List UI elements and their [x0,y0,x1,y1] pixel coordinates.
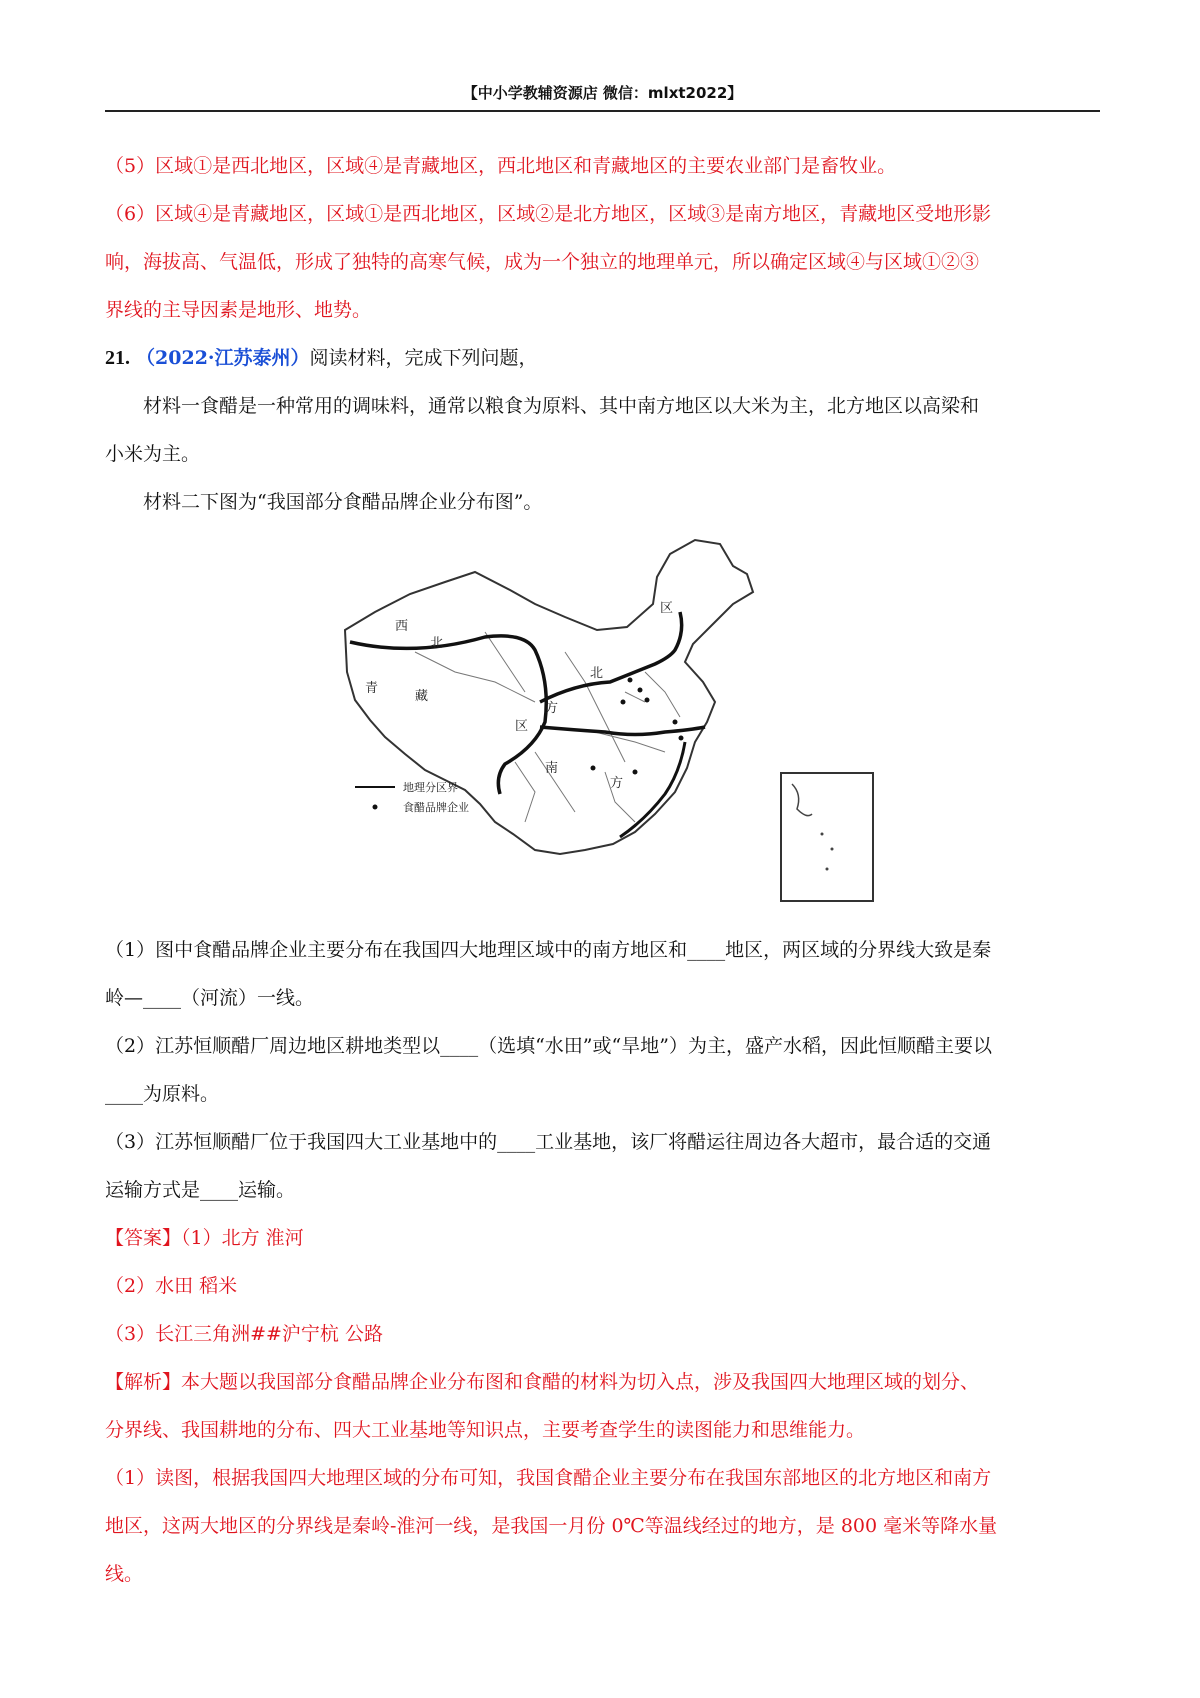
question-intro: 阅读材料，完成下列问题， [309,347,538,369]
map-region-label: 区 [660,601,674,616]
qinling-huaihe-line [540,727,705,735]
inset-map [782,774,872,900]
answer-line [105,1214,1100,1262]
map-region-label: 北 [430,636,444,651]
enterprise-dot [621,700,626,705]
map-region-label: 方 [545,701,559,716]
map-region-label: 西 [395,619,409,634]
map-region-label: 青 [365,681,379,696]
subquestion-1-line: （1）图中食醋品牌企业主要分布在我国四大地理区域中的南方地区和____地区，两区域的分界线大致是秦 [105,939,992,961]
map-figure [105,532,1100,922]
south-china-sea-inset [780,772,874,902]
answer-line: （3）长江三角洲##沪宁杭 公路 [105,1323,383,1345]
enterprise-dot [628,678,633,683]
subquestion-3-line: （3）江苏恒顺醋厂位于我国四大工业基地中的____工业基地，该厂将醋运往周边各大超市，最合适的交通 [105,1131,992,1153]
division-line [540,612,682,702]
enterprise-dot [633,770,638,775]
map-region-label: 方 [610,776,624,791]
map-region-label: 北 [590,666,604,681]
subquestion-1-line: 岭—____（河流）一线。 [105,987,315,1009]
question-source: （2022·江苏泰州） [136,347,310,369]
enterprise-dot [673,720,678,725]
answer-line: （2）水田 稻米 [105,1275,238,1297]
prev-answer-line: （5）区域①是西北地区，区域④是青藏地区，西北地区和青藏地区的主要农业部门是畜牧业。 [105,155,897,177]
analysis-line [105,1358,1100,1406]
enterprise-dot [591,766,596,771]
material2-line: 材料二下图为“我国部分食醋品牌企业分布图”。 [143,491,543,513]
header-rule [105,110,1100,112]
page-header: 【中小学教辅资源店 微信：mlxt2022】 [462,84,743,102]
analysis-line: 分界线、我国耕地的分布、四大工业基地等知识点，主要考查学生的读图能力和思维能力。 [105,1419,866,1441]
document-body [105,142,1100,1598]
answer-text: （1）北方 淮河 [181,1227,304,1249]
legend-line-label: 地理分区界 [403,781,458,794]
china-vinegar-map [335,532,795,882]
prev-answer-line: 界线的主导因素是地形、地势。 [105,299,372,321]
analysis-text: 本大题以我国部分食醋品牌企业分布图和食醋的材料为切入点，涉及我国四大地理区域的划分、 [181,1371,980,1393]
subquestion-2-line: （2）江苏恒顺醋厂周边地区耕地类型以____（选填“水田”或“旱地”）为主，盛产水稻，因此恒顺醋主要以 [105,1035,992,1057]
enterprise-dot [638,688,643,693]
enterprise-dot [679,736,684,741]
analysis-line: 地区，这两大地区的分界线是秦岭-淮河一线，是我国一月份 0℃等温线经过的地方，是 800 毫米等降水量 [105,1515,998,1537]
enterprise-dot [645,698,650,703]
question-heading [105,334,1100,382]
map-region-label: 区 [515,719,529,734]
division-line [350,636,546,794]
map-region-label: 南 [545,761,559,776]
prev-answer-line: 响，海拔高、气温低，形成了独特的高寒气候，成为一个独立的地理单元，所以确定区域④与区域①②③ [105,251,980,273]
prev-answer-line: （6）区域④是青藏地区，区域①是西北地区，区域②是北方地区，区域③是南方地区，青藏地区受地形影 [105,203,992,225]
subquestion-2-line: ____为原料。 [105,1083,220,1105]
analysis-line: （1）读图，根据我国四大地理区域的分布可知，我国食醋企业主要分布在我国东部地区的北方地区和南方 [105,1467,992,1489]
material1-line: 小米为主。 [105,443,201,465]
map-region-label: 藏 [415,689,429,704]
legend-dot-swatch [373,805,378,810]
answer-label: 【答案】 [105,1227,182,1249]
analysis-line: 线。 [105,1563,144,1585]
material1-line: 材料一食醋是一种常用的调味料，通常以粮食为原料、其中南方地区以大米为主，北方地区以高梁和 [143,395,980,417]
legend-dot-label: 食醋品牌企业 [403,801,469,814]
subquestion-3-line: 运输方式是____运输。 [105,1179,296,1201]
question-number: 21. [105,347,130,369]
analysis-label: 【解析】 [105,1371,182,1393]
